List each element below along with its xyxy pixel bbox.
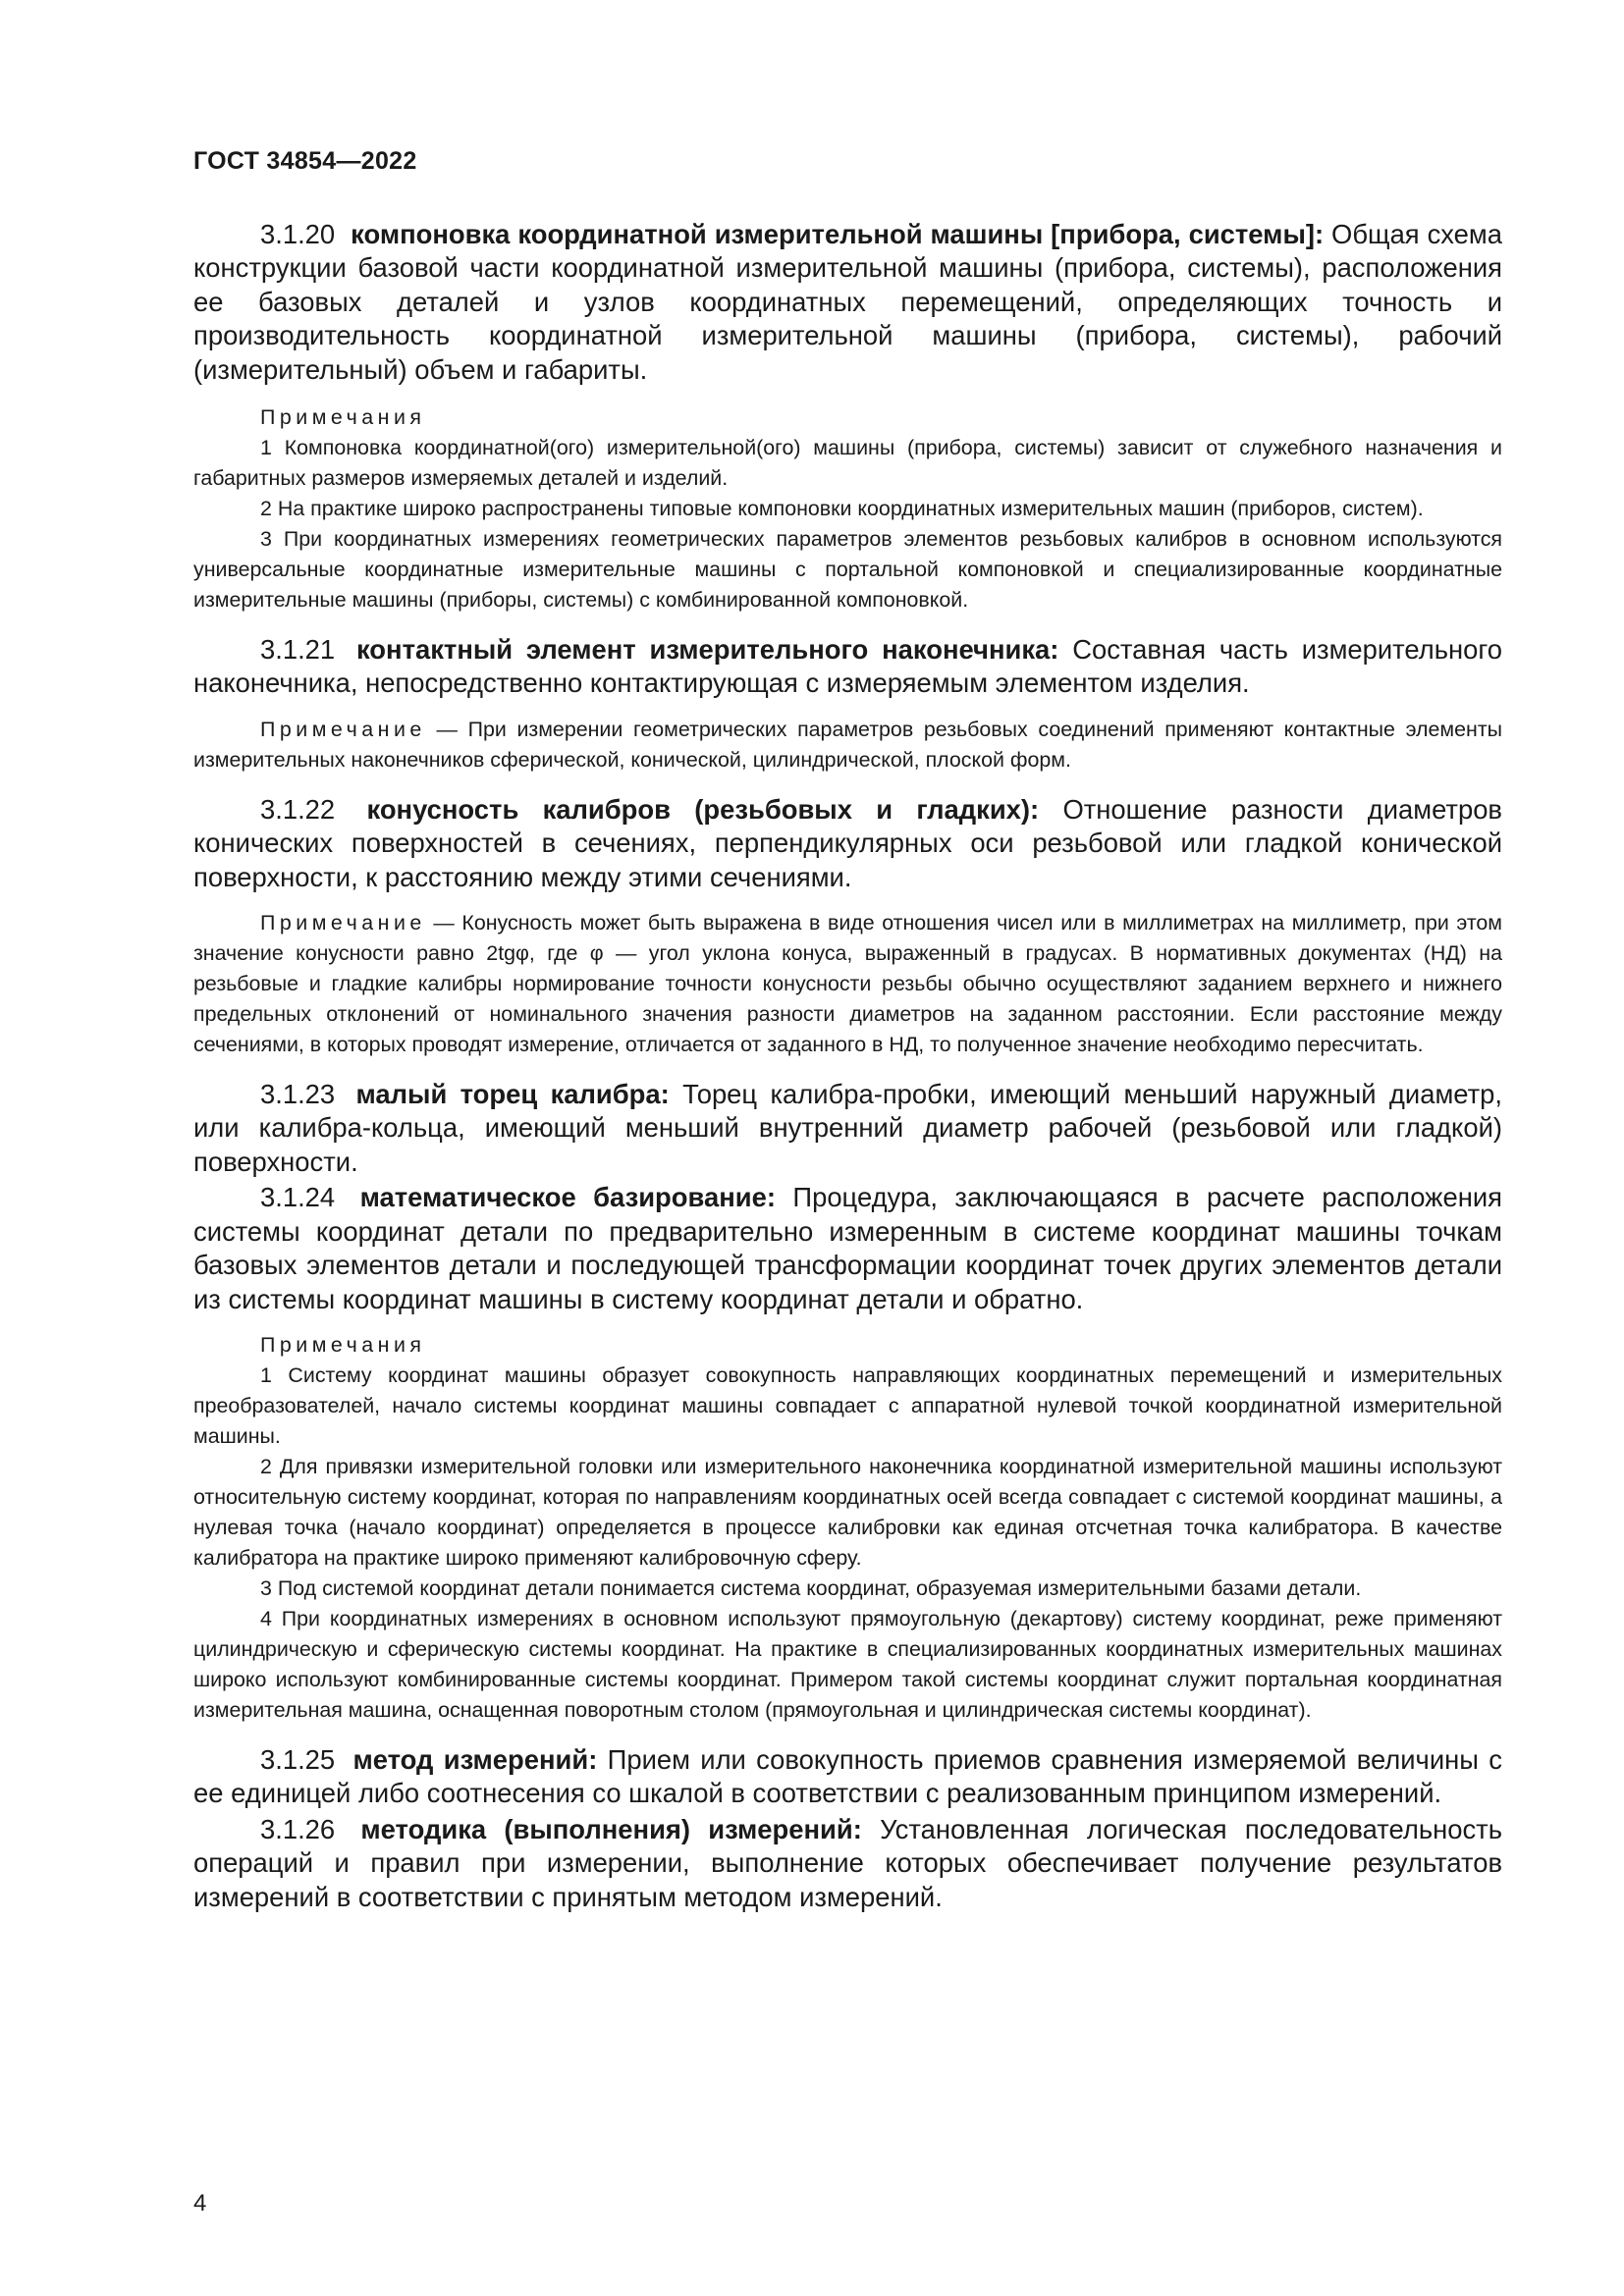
note-text: — При измерении геометрических параметров резьбовых соединений применяют контактные элементы измерительных наконечников сферической, конической, цилиндрической, плоской форм. xyxy=(193,717,1502,772)
term-3-1-22 xyxy=(193,793,1502,894)
note-3-1-21 xyxy=(193,715,1502,775)
term-definition: Составная часть измерительного наконечника, непосредственно контактирующая с измеряемым элементом изделия. xyxy=(193,634,1502,699)
term-number: 3.1.25 xyxy=(260,1743,336,1775)
notes-3-1-20 xyxy=(193,402,1502,615)
document-body xyxy=(193,218,1502,1914)
term-3-1-23 xyxy=(193,1078,1502,1179)
term-definition: Отношение разности диаметров конических поверхностей в сечениях, перпендикулярных оси резьбовой или гладкой конической поверхности, к расстоянию между этими сечениями. xyxy=(193,793,1502,892)
term-title: компоновка координатной измерительной машины [прибора, системы]: xyxy=(351,219,1325,249)
document-code: ГОСТ 34854—2022 xyxy=(193,147,417,175)
note-item: 2 Для привязки измерительной головки или измерительного наконечника координатной измерительной машины используют относительную систему координат, которая по направлениям координатных осей всегда совпадает с системой координат машины, а нулевая точка (начало координат) определяется в процессе калибровки как единая отсчетная точка калибратора. В качестве калибратора на практике широко применяют калибровочную сферу. xyxy=(193,1454,1502,1570)
term-definition: Торец калибра-пробки, имеющий меньший наружный диаметр, или калибра-кольца, имеющий меньший внутренний диаметр рабочей (резьбовой или гладкой) поверхности. xyxy=(193,1079,1502,1177)
term-title: математическое базирование: xyxy=(359,1182,776,1213)
term-3-1-26 xyxy=(193,1813,1502,1914)
note-item: 1 Компоновка координатной(ого) измерительной(ого) машины (прибора, системы) зависит от служебного назначения и габаритных размеров измеряемых деталей и изделий. xyxy=(193,436,1502,491)
term-definition: Процедура, заключающаяся в расчете расположения системы координат детали по предварительно измеренным в системе координат машины точкам базовых элементов детали и последующей трансформации координат точек других элементов детали из системы координат машины в систему координат детали и обратно. xyxy=(193,1182,1502,1314)
note-text: — Конусность может быть выражена в виде отношения чисел или в миллиметрах на миллиметр, при этом значение конусности равно 2tgφ, где φ — угол уклона конуса, выраженный в градусах. В нормативных документах (НД) на резьбовые и гладкие калибры нормирование точности конусности резьбы обычно осуществляют заданием верхнего и нижнего предельных отклонений от номинального значения разности диаметров на заданном расстоянии. Если расстояние между сечениями, в которых проводят измерение, отличается от заданного в НД, то полученное значение необходимо пересчитать. xyxy=(193,911,1502,1057)
note-3-1-22 xyxy=(193,908,1502,1060)
note-label: Примечание xyxy=(260,717,426,741)
term-title: конусность калибров (резьбовых и гладких): xyxy=(366,793,1040,825)
term-definition: Общая схема конструкции базовой части координатной измерительной машины (прибора, системы), расположения ее базовых деталей и узлов координатных перемещений, определяющих точность и производительность координатной измерительной машины (прибора, системы), рабочий (измерительный) объем и габариты. xyxy=(193,219,1502,385)
note-item: 1 Систему координат машины образует совокупность направляющих координатных перемещений и измерительных преобразователей, начало системы координат машины совпадает с аппаратной нулевой точкой координатной измерительной машины. xyxy=(193,1362,1502,1448)
term-title: малый торец калибра: xyxy=(355,1079,670,1110)
term-3-1-24 xyxy=(193,1181,1502,1316)
term-3-1-25 xyxy=(193,1743,1502,1811)
notes-3-1-24 xyxy=(193,1330,1502,1726)
term-definition: Прием или совокупность приемов сравнения измеряемой величины с ее единицей либо соотнесения со шкалой в соответствии с реализованным принципом измерений. xyxy=(193,1743,1502,1809)
term-number: 3.1.20 xyxy=(260,219,336,249)
notes-title: Примечания xyxy=(260,405,426,430)
term-title: метод измерений: xyxy=(352,1743,598,1775)
term-definition: Установленная логическая последовательность операций и правил при измерении, выполнение которых обеспечивает получение результатов измерений в соответствии с принятым методом измерений. xyxy=(193,1813,1502,1912)
term-number: 3.1.23 xyxy=(260,1079,336,1110)
note-item: 4 При координатных измерениях в основном используют прямоугольную (декартову) систему координат, реже применяют цилиндрическую и сферическую системы координат. На практике в специализированных координатных измерительных машинах широко используют комбинированные системы координат. Примером такой системы координат служит портальная координатная измерительная машина, оснащенная поворотным столом (прямоугольная и цилиндрическая системы координат). xyxy=(193,1606,1502,1722)
notes-title: Примечания xyxy=(260,1332,426,1357)
note-item: 3 Под системой координат детали понимается система координат, образуемая измерительными базами детали. xyxy=(260,1575,1362,1600)
term-title: методика (выполнения) измерений: xyxy=(360,1813,862,1844)
term-number: 3.1.22 xyxy=(260,793,336,825)
term-number: 3.1.26 xyxy=(260,1813,336,1844)
term-number: 3.1.24 xyxy=(260,1182,336,1213)
term-title: контактный элемент измерительного наконечника: xyxy=(355,634,1059,666)
note-item: 2 На практике широко распространены типовые компоновки координатных измерительных машин (приборов, систем). xyxy=(260,497,1424,521)
page-number: 4 xyxy=(193,2190,207,2216)
term-3-1-21 xyxy=(193,633,1502,701)
term-3-1-20 xyxy=(193,218,1502,387)
term-number: 3.1.21 xyxy=(260,634,336,666)
note-item: 3 При координатных измерениях геометрических параметров элементов резьбовых калибров в основном используются универсальные координатные измерительные машины с портальной компоновкой и специализированные координатные измерительные машины (приборы, системы) с комбинированной компоновкой. xyxy=(193,527,1502,613)
note-label: Примечание xyxy=(260,911,426,935)
